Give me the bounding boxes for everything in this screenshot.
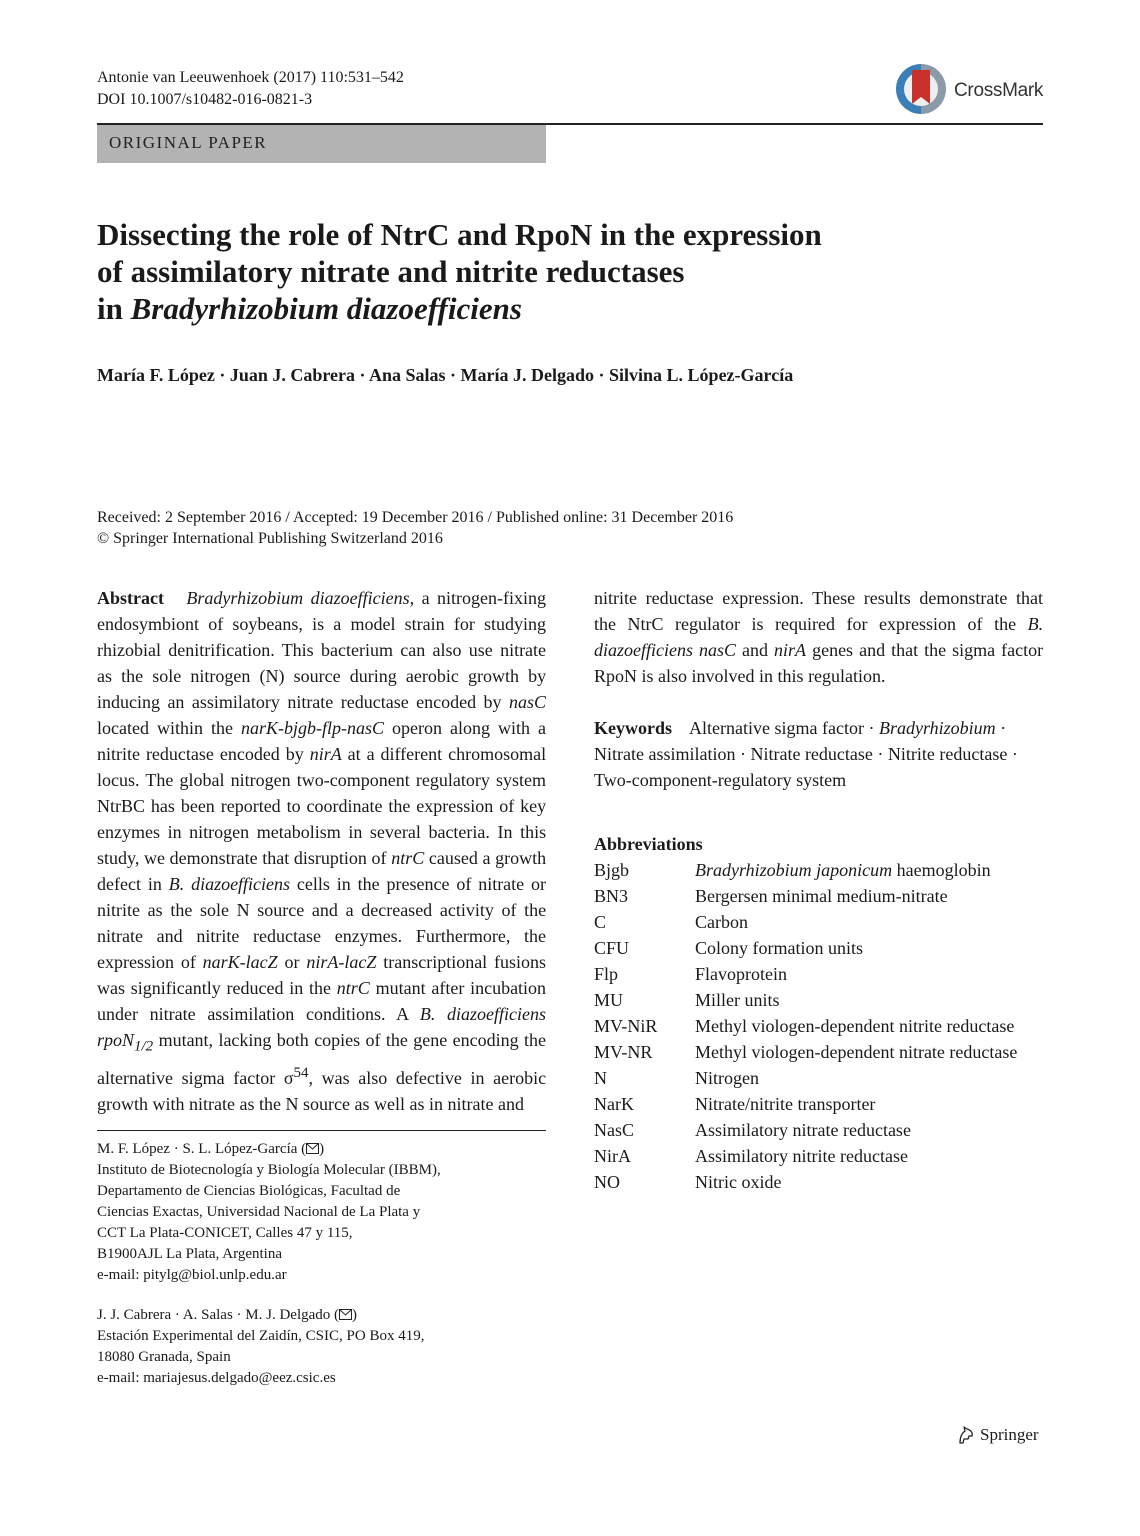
abbreviation-definition: Bergersen minimal medium-nitrate: [695, 886, 948, 906]
abbreviation-definition: Flavoprotein: [695, 964, 787, 984]
journal-line: Antonie van Leeuwenhoek (2017) 110:531–542: [97, 69, 404, 86]
abbreviation-row: [594, 1117, 1017, 1143]
abbreviation-row: [594, 1169, 1017, 1195]
publication-dates: [97, 507, 733, 549]
abbreviation-definition: Nitrate/nitrite transporter: [695, 1094, 876, 1114]
abbreviation-row: [594, 1143, 1017, 1169]
affiliation-1-line: Instituto de Biotecnología y Biología Molecular (IBBM),: [97, 1162, 441, 1178]
title-prefix: in: [97, 291, 131, 326]
affiliation-1-line: B1900AJL La Plata, Argentina: [97, 1246, 282, 1262]
abbreviation-row: [594, 1039, 1017, 1065]
abbreviation-term: CFU: [594, 938, 630, 958]
affiliation-1-line: Departamento de Ciencias Biológicas, Facultad de: [97, 1183, 401, 1199]
paper-title: [97, 216, 997, 327]
right-column: [594, 585, 1043, 1195]
abbreviation-row: [594, 935, 1017, 961]
affiliation-1-line: CCT La Plata-CONICET, Calles 47 y 115,: [97, 1225, 353, 1241]
title-line-3: [97, 290, 997, 327]
abbreviation-definition: Methyl viologen-dependent nitrite reductase: [695, 1016, 1015, 1036]
section-tag: [97, 125, 546, 163]
abbreviation-row: [594, 987, 1017, 1013]
abbreviation-term: N: [594, 1068, 607, 1088]
affiliation-2-email[interactable]: e-mail: mariajesus.delgado@eez.csic.es: [97, 1370, 336, 1386]
abbreviation-definition: Methyl viologen-dependent nitrate reductase: [695, 1042, 1018, 1062]
envelope-icon[interactable]: [306, 1143, 319, 1154]
abbreviation-row: [594, 1013, 1017, 1039]
abbreviations-heading: Abbreviations: [594, 834, 703, 854]
crossmark-icon: [894, 62, 948, 116]
publisher-name: Springer: [980, 1425, 1039, 1444]
abbreviation-definition: Colony formation units: [695, 938, 863, 958]
abbreviation-term: NO: [594, 1172, 620, 1192]
affiliation-1-names: M. F. López · S. L. López-García ( ): [97, 1141, 325, 1157]
abbreviation-definition: Bradyrhizobium japonicum haemoglobin: [695, 860, 991, 880]
abbreviation-term: NarK: [594, 1094, 634, 1114]
keywords-heading: Keywords: [594, 718, 672, 738]
copyright-line: © Springer International Publishing Switzerland 2016: [97, 530, 443, 547]
abstract-heading: Abstract: [97, 588, 164, 608]
author-list: María F. López · Juan J. Cabrera · Ana Salas · María J. Delgado · Silvina L. López-García: [97, 365, 794, 385]
affiliation-1-line: Ciencias Exactas, Universidad Nacional de La Plata y: [97, 1204, 421, 1220]
abstract-continuation: nitrite reductase expression. These results demonstrate that the NtrC regulator is required for expression of the B. diazoefficiens nasC and nirA genes and that the sigma factor RpoN is also involved in this regulation.: [594, 588, 1044, 686]
footnote-rule: [97, 1130, 546, 1131]
abbreviation-definition: Nitrogen: [695, 1068, 759, 1088]
section-label: ORIGINAL PAPER: [109, 133, 268, 152]
title-line-1: Dissecting the role of NtrC and RpoN in the expression: [97, 217, 822, 252]
title-line-2: of assimilatory nitrate and nitrite reductases: [97, 254, 685, 289]
keywords: Keywords Alternative sigma factor · Bradyrhizobium · Nitrate assimilation · Nitrate reductase · Nitrite reductase · Two-component-regulatory system: [594, 718, 1018, 790]
abbreviations-table: [594, 857, 1017, 1195]
affiliation-2-line: 18080 Granada, Spain: [97, 1349, 231, 1365]
abbreviation-term: Flp: [594, 964, 619, 984]
abbreviation-definition: Assimilatory nitrate reductase: [695, 1120, 911, 1140]
journal-citation: [97, 67, 404, 111]
abbreviation-definition: Assimilatory nitrite reductase: [695, 1146, 908, 1166]
abbreviation-row: [594, 1091, 1017, 1117]
abstract-paragraph: Abstract Bradyrhizobium diazoefficiens, a nitrogen-fixing endosymbiont of soybeans, is a model strain for studying rhizobial denitrification. This bacterium can also use nitrate as the sole nitrogen (N) source during aerobic growth by inducing an assimilatory nitrate reductase encoded by nasC located within the narK-bjgb-flp-nasC operon along with a nitrite reductase encoded by nirA at a different chromosomal locus. The global nitrogen two-component regulatory system NtrBC has been reported to coordinate the expression of key enzymes in nitrogen metabolism in several bacteria. In this study, we demonstrate that disruption of ntrC caused a growth defect in B. diazoefficiens cells in the presence of nitrate or nitrite as the sole N source and a decreased activity of the nitrate and nitrite reductase enzymes. Furthermore, the expression of narK-lacZ or nirA-lacZ transcriptional fusions was significantly reduced in the ntrC mutant after incubation under nitrate assimilation conditions. A B. diazoefficiens rpoN$_{1/2}$ mutant, lacking both copies of the gene encoding the alternative sigma factor $\sigma^{54}$, was also defective in aerobic growth with nitrate as the N source as well as in nitrate and: [97, 588, 547, 1114]
abbreviation-term: NasC: [594, 1120, 634, 1140]
springer-logo: [956, 1424, 1046, 1448]
abbreviation-row: [594, 883, 1017, 909]
abbreviation-row: [594, 1065, 1017, 1091]
crossmark-badge[interactable]: [892, 60, 1044, 118]
abbreviation-definition: Miller units: [695, 990, 780, 1010]
springer-horse-icon: [956, 1425, 976, 1445]
abbreviation-term: C: [594, 912, 607, 932]
title-species: Bradyrhizobium diazoefficiens: [130, 291, 522, 326]
affiliation-1-email[interactable]: e-mail: pitylg@biol.unlp.edu.ar: [97, 1267, 287, 1283]
dates-line: Received: 2 September 2016 / Accepted: 19 December 2016 / Published online: 31 December 2016: [97, 509, 734, 526]
affiliation-2-names: J. J. Cabrera · A. Salas · M. J. Delgado ( ): [97, 1307, 358, 1323]
abstract-column-left: [97, 585, 546, 1117]
crossmark-label: CrossMark: [954, 80, 1044, 101]
affiliation-2-line: Estación Experimental del Zaidín, CSIC, PO Box 419,: [97, 1328, 425, 1344]
abbreviation-row: [594, 857, 1017, 883]
affiliations: [97, 1139, 546, 1389]
abbreviation-term: MV-NR: [594, 1042, 653, 1062]
abbreviation-row: [594, 909, 1017, 935]
abbreviation-term: Bjgb: [594, 860, 630, 880]
abbreviation-term: MU: [594, 990, 624, 1010]
envelope-icon[interactable]: [339, 1309, 352, 1320]
abbreviation-term: NirA: [594, 1146, 631, 1166]
abbreviation-term: MV-NiR: [594, 1016, 658, 1036]
abbreviation-definition: Nitric oxide: [695, 1172, 782, 1192]
abbreviation-row: [594, 961, 1017, 987]
doi-line[interactable]: DOI 10.1007/s10482-016-0821-3: [97, 91, 313, 108]
abbreviation-definition: Carbon: [695, 912, 748, 932]
abbreviation-term: BN3: [594, 886, 629, 906]
